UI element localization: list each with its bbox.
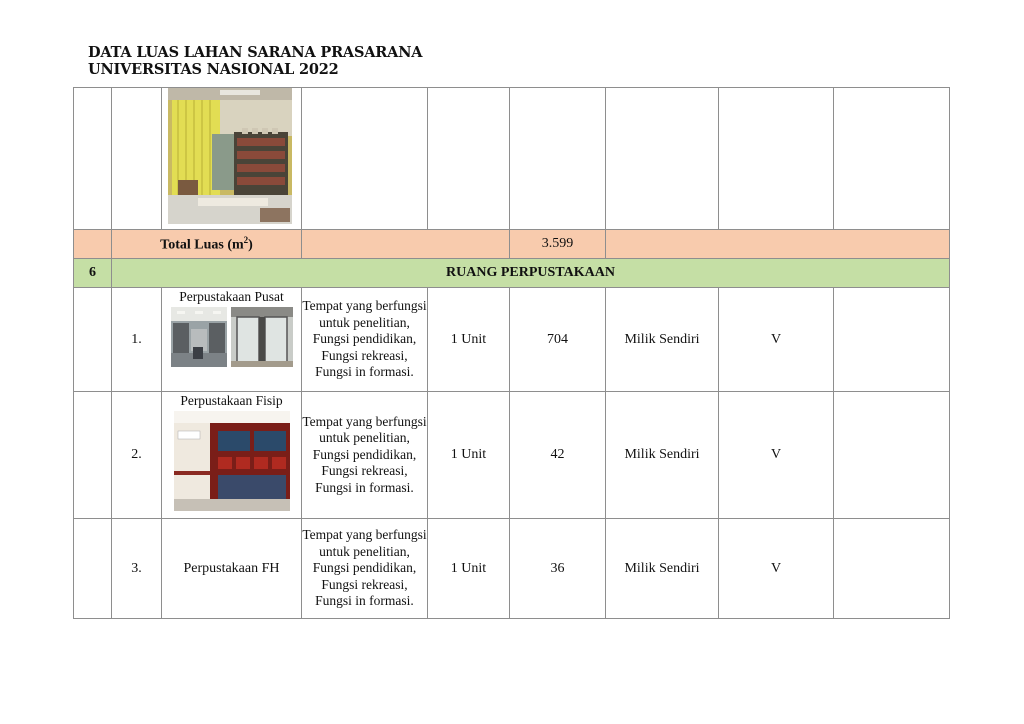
section-row [74, 259, 950, 288]
document-title [88, 44, 422, 78]
room-quantity: 1 Unit [428, 288, 510, 392]
table-row [74, 392, 950, 519]
total-label: Total Luas $(m^2)$ [112, 230, 302, 259]
room-ownership: Milik Sendiri [606, 288, 719, 392]
room-description: Tempat yang berfungsi untuk penelitian, Fungsi pendidikan, Fungsi rekreasi, Fungsi in formasi. [302, 392, 428, 519]
table-row [74, 288, 950, 392]
row-number: 3. [112, 519, 162, 619]
library-photo-entrance [231, 307, 293, 367]
room-note [834, 288, 950, 392]
library-photo-interior [171, 307, 227, 367]
room-check: V [719, 288, 834, 392]
row-number: 2. [112, 392, 162, 519]
room-quantity: 1 Unit [428, 519, 510, 619]
section-title: RUANG PERPUSTAKAAN [112, 259, 950, 288]
room-photo [168, 88, 292, 224]
room-name: Perpustakaan FH [162, 519, 302, 619]
total-value: 3.599 [510, 230, 606, 259]
facility-table [73, 87, 950, 619]
room-check: V [719, 519, 834, 619]
title-line-2: UNIVERSITAS NASIONAL 2022 [88, 61, 339, 78]
row-number: 1. [112, 288, 162, 392]
room-ownership: Milik Sendiri [606, 392, 719, 519]
room-quantity: 1 Unit [428, 392, 510, 519]
room-description: Tempat yang berfungsi untuk penelitian, Fungsi pendidikan, Fungsi rekreasi, Fungsi in formasi. [302, 288, 428, 392]
room-ownership: Milik Sendiri [606, 519, 719, 619]
room-name: Perpustakaan Pusat [179, 289, 284, 304]
library-photo-door [174, 411, 290, 511]
section-number: 6 [74, 259, 112, 288]
room-description: Tempat yang berfungsi untuk penelitian, Fungsi pendidikan, Fungsi rekreasi, Fungsi in formasi. [302, 519, 428, 619]
room-note [834, 392, 950, 519]
room-area: 42 [510, 392, 606, 519]
room-photo-drawing [168, 88, 292, 224]
total-row [74, 230, 950, 259]
table-row [74, 519, 950, 619]
table-row-continuation [74, 88, 950, 230]
room-check: V [719, 392, 834, 519]
room-area: 36 [510, 519, 606, 619]
room-area: 704 [510, 288, 606, 392]
room-note [834, 519, 950, 619]
room-name: Perpustakaan Fisip [180, 393, 283, 408]
title-line-1: DATA LUAS LAHAN SARANA PRASARANA [88, 44, 423, 61]
